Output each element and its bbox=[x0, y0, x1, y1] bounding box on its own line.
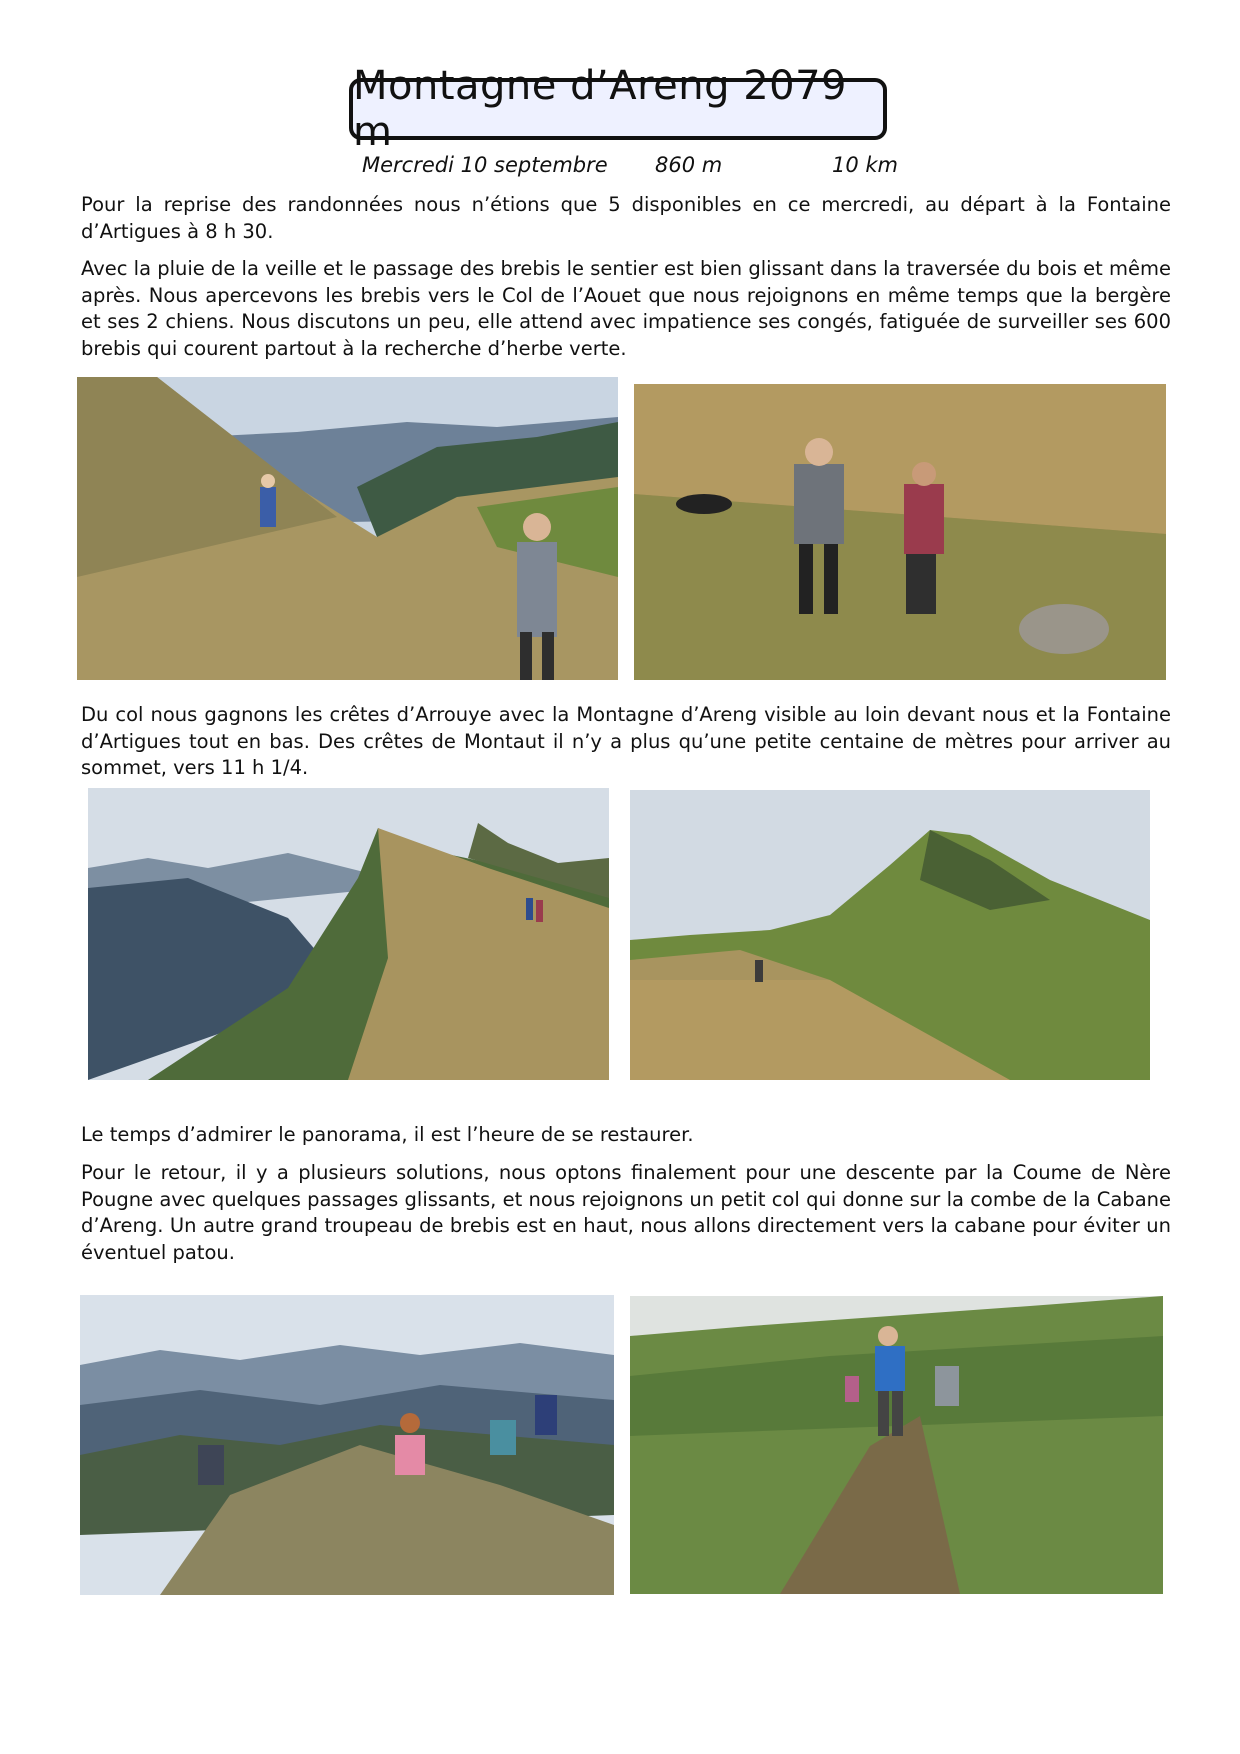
paragraph-intro: Pour la reprise des randonnées nous n’étions que 5 disponibles en ce mercredi, au départ à la Fontaine d’Artigues à 8 h 30. bbox=[81, 193, 1171, 243]
hike-distance: 10 km bbox=[832, 153, 899, 177]
paragraph-lunch: Le temps d’admirer le panorama, il est l’heure de se restaurer. bbox=[81, 1123, 694, 1146]
hike-elevation: 860 m bbox=[655, 153, 723, 177]
photo-descent-green-slope bbox=[630, 1296, 1163, 1594]
photo-ridge-trail bbox=[88, 788, 609, 1080]
photo-hikers-climbing-meadow bbox=[77, 377, 618, 680]
paragraph-ascent: Avec la pluie de la veille et le passage des brebis le sentier est bien glissant dans la traversée du bois et même après. Nous apercevons les brebis vers le Col de l’Aouet que nous rejoignons en même temps que la bergère et ses 2 chiens. Nous discutons un peu, elle attend avec impatience ses congés, fatiguée de surveiller ses 600 brebis qui courent partout à la recherche d’herbe verte. bbox=[81, 257, 1172, 360]
photo-hiker-talking-shepherd bbox=[634, 384, 1166, 680]
paragraph-return: Pour le retour, il y a plusieurs solutions, nous optons finalement pour une descente par la Coume de Nère Pougne avec quelques passages glissants, et nous rejoignons un petit col qui donne sur la combe de la Cabane d’Areng. Un autre grand troupeau de brebis est en haut, nous allons directement vers la cabane pour éviter un éventuel patou. bbox=[81, 1161, 1171, 1264]
photo-summit-approach bbox=[630, 790, 1150, 1080]
title-box bbox=[349, 63, 887, 155]
page-title: Montagne d’Areng 2079 m bbox=[353, 63, 847, 155]
photo-panorama-group-lunch bbox=[80, 1295, 614, 1595]
paragraph-ridge: Du col nous gagnons les crêtes d’Arrouye avec la Montagne d’Areng visible au loin devant nous et la Fontaine d’Artigues tout en bas. Des crêtes de Montaut il n’y a plus qu’une petite centaine de mètres pour arriver au sommet, vers 11 h 1/4. bbox=[81, 703, 1171, 779]
hike-date: Mercredi 10 septembre bbox=[362, 153, 608, 177]
